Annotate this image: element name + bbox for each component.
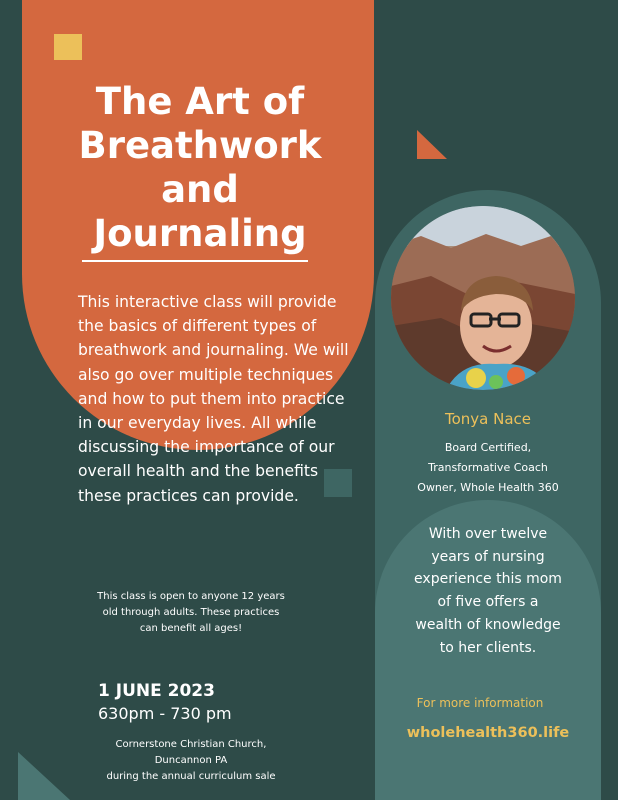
audience-note — [78, 589, 304, 637]
yellow-square-decoration — [54, 34, 82, 60]
venue-line: Cornerstone Christian Church, — [115, 739, 267, 750]
bio-line: years of nursing — [431, 548, 545, 565]
venue-line: Duncannon PA — [154, 755, 228, 766]
bio-line: With over twelve — [428, 526, 548, 542]
bio-line: experience this mom — [414, 571, 562, 588]
orange-triangle-decoration — [417, 130, 447, 159]
bio-line: of five offers a — [437, 594, 539, 611]
audience-line: This class is open to anyone 12 years — [97, 591, 285, 602]
credential-line: Board Certified, — [444, 441, 532, 454]
left-border-strip — [0, 0, 22, 800]
website-link[interactable]: wholehealth360.life — [406, 725, 570, 741]
bio-line: to her clients. — [439, 639, 537, 656]
title-line: Journaling — [93, 212, 307, 255]
credential-line: Transformative Coach — [428, 461, 548, 474]
coach-credentials — [380, 438, 596, 498]
event-date: 1 JUNE 2023 — [98, 681, 215, 701]
title-line: Breathwork — [78, 124, 322, 167]
title-line: and — [161, 168, 239, 211]
audience-line: can benefit all ages! — [139, 623, 243, 634]
title-underline — [82, 260, 308, 262]
coach-photo — [391, 206, 575, 390]
coach-bio — [392, 523, 584, 659]
coach-name: Tonya Nace — [444, 410, 532, 428]
event-time: 630pm - 730 pm — [98, 704, 232, 723]
bio-line: wealth of knowledge — [415, 616, 561, 633]
credential-line: Owner, Whole Health 360 — [417, 481, 559, 494]
class-description: This interactive class will provide the basics of different types of breathwork and journaling. We will also go over multiple techniques and how to put them into practice in our everyday lives. All while discussing the importance of our overall health and the benefits these practices can provide. — [78, 293, 349, 505]
page-title — [40, 80, 360, 256]
teal-triangle-decoration — [18, 752, 70, 800]
audience-line: old through adults. These practices — [102, 607, 280, 618]
venue-line: during the annual curriculum sale — [106, 771, 276, 782]
title-line: The Art of — [95, 80, 305, 123]
event-venue — [78, 737, 304, 785]
more-info-label: For more information — [416, 696, 544, 710]
coach-portrait-image — [391, 206, 575, 390]
